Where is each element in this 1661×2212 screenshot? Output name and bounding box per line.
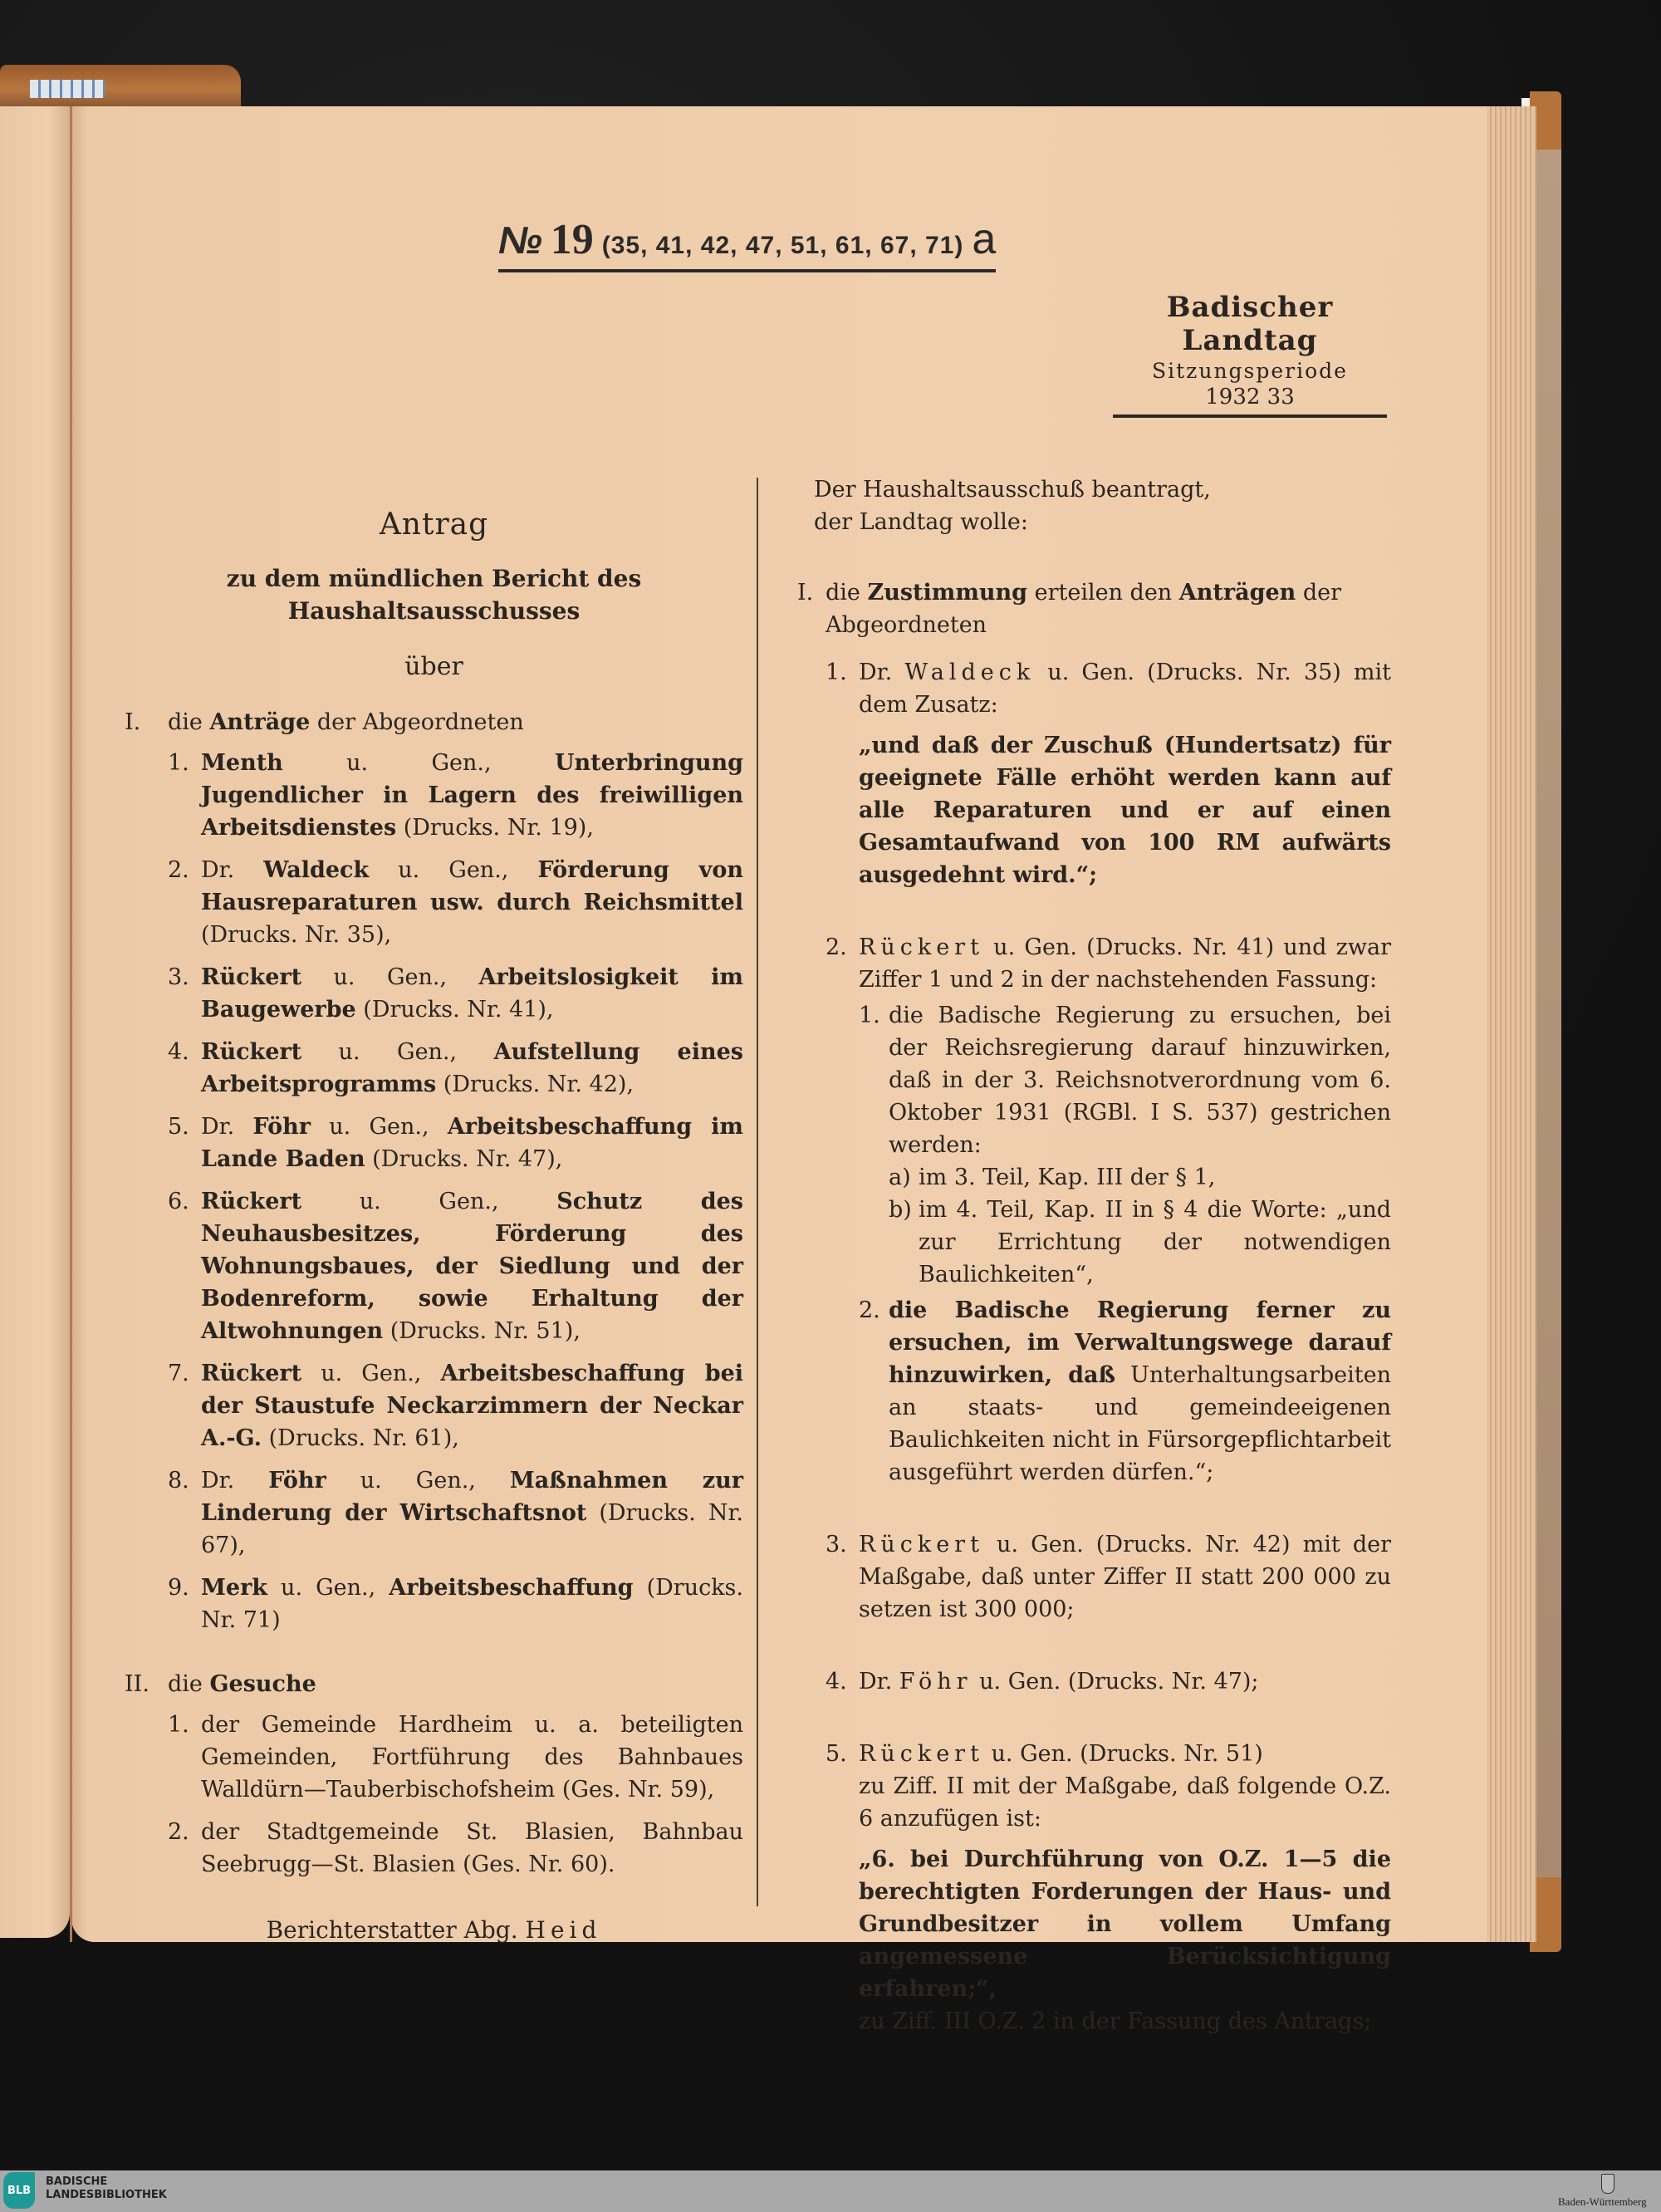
document-number-refs: (35, 41, 42, 47, 51, 61, 67, 71) — [601, 232, 964, 259]
sub-sub-item-number: a) — [889, 1165, 911, 1190]
item-prefix: Dr. — [201, 1468, 269, 1493]
item-number: 1. — [168, 1712, 189, 1738]
section-number: II. — [125, 1671, 149, 1697]
sub-sub-item-number: b) — [889, 1197, 912, 1223]
item-number: 2. — [168, 857, 189, 883]
item-number: 1. — [168, 750, 189, 776]
member-name: Rückert — [859, 1532, 984, 1557]
motion-item — [168, 1111, 743, 1175]
document-number-main: 19 — [550, 216, 594, 263]
resolution-section-1 — [797, 576, 1391, 641]
item-quote: „6. bei Durchführung von O.Z. 1—5 die berechtigten Forderungen der Haus- und Grundbesitzer in vollem Umfang angemessene Berücksichtigung erfahren;“, — [859, 1847, 1391, 2002]
rapporteur-name: Heid — [525, 1916, 602, 1944]
resolution-item-2 — [826, 931, 1391, 1489]
sub-sub-item — [889, 1194, 1391, 1291]
item-reference: (Drucks. Nr. 19), — [396, 815, 594, 841]
member-name: Rückert — [201, 1361, 302, 1386]
resolution-item-4 — [826, 1665, 1391, 1698]
item-text: zu Ziff. II mit der Maßgabe, daß folgende O.Z. 6 anzufügen ist: — [859, 1773, 1391, 1832]
section-keyword: Anträgen — [1178, 580, 1296, 606]
item-text: der Stadtgemeinde St. Blasien, Bahnbau Seebrugg—St. Blasien (Ges. Nr. 60). — [201, 1819, 743, 1877]
item-text: u. Gen. (Drucks. Nr. 41) und zwar Ziffer 1 und 2 in der nachstehenden Fassung: — [859, 934, 1391, 993]
item-text: zu Ziff. III O.Z. 2 in der Fassung des Antrags; — [859, 2008, 1372, 2034]
item-number: 1. — [826, 660, 847, 685]
motion-item — [168, 747, 743, 844]
section-text: die — [168, 1671, 210, 1697]
section-text: der Abgeordneten — [826, 580, 1342, 638]
left-column — [125, 498, 743, 1946]
section-number: I. — [797, 580, 814, 606]
sub-item — [859, 999, 1391, 1291]
item-connector: u. Gen., — [267, 1575, 390, 1601]
motion-title: Schutz des Neuhausbesitzes, Förderung des Wohnungsbaues, der Siedlung und der Bodenreform, sowie Erhaltung der Altwohnungen — [201, 1189, 743, 1344]
motion-ueber: über — [404, 652, 463, 681]
motion-title: Antrag — [379, 508, 489, 542]
motion-title: Arbeitslosigkeit im Baugewerbe — [201, 964, 743, 1023]
item-text: der Gemeinde Hardheim u. a. beteiligten Gemeinden, Fortführung des Bahnbaues Walldürn—Tauberbischofsheim (Ges. Nr. 59), — [201, 1712, 743, 1802]
item-number: 5. — [168, 1114, 189, 1140]
sub-item-number: 1. — [859, 1003, 880, 1028]
item-prefix: Dr. — [201, 857, 264, 883]
motion-title: Aufstellung eines Arbeitsprogramms — [201, 1039, 743, 1097]
intro-line-2: der Landtag wolle: — [814, 509, 1028, 535]
motion-title: Arbeitsbeschaffung im Lande Baden — [201, 1114, 743, 1172]
section-text: die — [826, 580, 868, 606]
session-year: 1932 33 — [1113, 385, 1387, 418]
item-reference: (Drucks. Nr. 41), — [355, 997, 554, 1023]
item-connector: u. Gen., — [301, 1361, 441, 1386]
committee-intro — [814, 473, 1391, 538]
motion-item — [168, 854, 743, 951]
item-prefix: Dr. — [859, 1669, 899, 1695]
section-keyword: Gesuche — [209, 1671, 316, 1697]
item-reference: (Drucks. Nr. 61), — [262, 1425, 459, 1451]
motion-item — [168, 1036, 743, 1101]
member-name: Föhr — [252, 1114, 311, 1140]
item-connector: u. Gen., — [310, 1114, 448, 1140]
sub-item-bold-text: die Badische Regierung ferner zu ersuchen, im Verwaltungswege darauf hinzuwirken, daß — [889, 1297, 1391, 1388]
right-column — [797, 473, 1391, 2049]
item-text: u. Gen. (Drucks. Nr. 42) mit der Maßgabe, daß unter Ziffer II statt 200 000 zu setzen ist 300 000; — [859, 1532, 1391, 1622]
item-prefix: Dr. — [201, 1114, 253, 1140]
item-text: u. Gen. (Drucks. Nr. 47); — [972, 1669, 1259, 1695]
member-name: Rückert — [201, 1039, 302, 1065]
item-number: 7. — [168, 1361, 189, 1386]
item-connector: u. Gen., — [301, 964, 479, 990]
document-number — [498, 214, 996, 272]
motion-item — [168, 1185, 743, 1347]
blb-name-line-1: BADISCHE — [46, 2175, 108, 2188]
section-number: I. — [125, 709, 141, 735]
item-reference: (Drucks. Nr. 71) — [201, 1575, 743, 1633]
member-name: Rückert — [859, 934, 984, 960]
item-number: 4. — [168, 1039, 189, 1065]
item-reference: (Drucks. Nr. 42), — [436, 1072, 634, 1097]
item-number: 3. — [168, 964, 189, 990]
item-number: 6. — [168, 1189, 189, 1214]
motion-title: Maßnahmen zur Linderung der Wirtschaftsnot — [201, 1468, 743, 1526]
sub-item-number: 2. — [859, 1297, 880, 1323]
sub-item-text: die Badische Regierung zu ersuchen, bei der Reichsregierung darauf hinzuwirken, daß in der 3. Reichsnotverordnung vom 6. Oktober 1931 (RGBl. I S. 537) gestrichen werden: — [889, 1003, 1391, 1158]
section-keyword: Anträge — [209, 709, 311, 735]
section-keyword: Zustimmung — [867, 580, 1028, 606]
session-label: Sitzungsperiode — [1152, 359, 1348, 383]
coat-of-arms-icon — [1601, 2174, 1614, 2194]
column-divider — [757, 478, 758, 1906]
item-connector: u. Gen., — [301, 1189, 557, 1214]
member-name: Merk — [201, 1575, 267, 1601]
item-reference: (Drucks. Nr. 67), — [201, 1500, 743, 1558]
item-number: 4. — [826, 1669, 847, 1695]
member-name: Föhr — [899, 1669, 973, 1695]
blb-name[interactable] — [46, 2175, 167, 2202]
sub-item-text: Unterhaltungsarbeiten an staats- und gemeindeeigenen Baulichkeiten nicht in Fürsorgepflichtarbeit ausgeführt werden dürfen.“; — [889, 1362, 1391, 1485]
resolution-item-3 — [826, 1528, 1391, 1626]
page-stack-edges — [1487, 106, 1536, 1942]
member-name: Waldeck — [904, 660, 1036, 685]
sub-item — [859, 1294, 1391, 1489]
document-number-suffix: a — [972, 215, 997, 263]
book-gutter — [70, 106, 72, 1942]
item-number: 9. — [168, 1575, 189, 1601]
member-name: Menth — [201, 750, 283, 776]
motion-item — [168, 1357, 743, 1454]
sub-sub-item — [889, 1161, 1391, 1194]
resolution-item-1 — [826, 656, 1391, 891]
motion-title: Arbeitsbeschaffung bei der Staustufe Neckarzimmern der Neckar A.-G. — [201, 1361, 744, 1451]
numero-sign: № — [498, 218, 542, 262]
petition-item — [168, 1816, 743, 1881]
item-number: 8. — [168, 1468, 189, 1493]
item-number: 2. — [168, 1819, 189, 1845]
item-connector: u. Gen., — [326, 1468, 510, 1493]
book-headband — [30, 80, 105, 98]
section-text: die — [168, 709, 210, 735]
item-reference: (Drucks. Nr. 51), — [383, 1318, 581, 1344]
member-name: Rückert — [859, 1741, 984, 1767]
member-name: Rückert — [201, 964, 302, 990]
item-text: u. Gen. (Drucks. Nr. 51) — [983, 1741, 1263, 1767]
item-reference: (Drucks. Nr. 47), — [365, 1146, 563, 1172]
item-quote: „und daß der Zuschuß (Hundertsatz) für geeignete Fälle erhöht werden kann auf alle Reparaturen und er auf einen Gesamtaufwand von 100 RM aufwärts ausgedehnt wird.“; — [859, 733, 1391, 888]
sub-sub-item-text: im 4. Teil, Kap. II in § 4 die Worte: „und zur Errichtung der notwendigen Baulichkeiten“, — [919, 1197, 1391, 1287]
resolution-item-5 — [826, 1738, 1391, 2038]
sub-sub-item-text: im 3. Teil, Kap. III der § 1, — [919, 1165, 1216, 1190]
item-connector: u. Gen., — [282, 750, 555, 776]
section-text: erteilen den — [1027, 580, 1179, 606]
motion-subtitle: zu dem mündlichen Bericht des Haushaltsausschusses — [226, 565, 642, 625]
member-name: Rückert — [201, 1189, 302, 1214]
rapporteur-label: Berichterstatter Abg. — [266, 1916, 526, 1944]
item-number: 2. — [826, 934, 847, 960]
rapporteur-line — [125, 1914, 743, 1946]
petition-item — [168, 1709, 743, 1806]
baden-wuerttemberg-label[interactable]: Baden-Württemberg — [1558, 2195, 1647, 2208]
item-number: 5. — [826, 1741, 847, 1767]
blb-logo-icon[interactable]: BLB — [3, 2172, 35, 2209]
library-footer — [0, 2170, 1661, 2212]
left-page-edge — [0, 106, 70, 1938]
item-text: u. Gen. (Drucks. Nr. 35) mit dem Zusatz: — [859, 660, 1391, 718]
item-number: 3. — [826, 1532, 847, 1557]
item-prefix: Dr. — [859, 660, 905, 685]
motion-item — [168, 1572, 743, 1636]
section-heading-1 — [125, 706, 743, 738]
motion-item — [168, 1464, 743, 1562]
member-name: Föhr — [268, 1468, 326, 1493]
motion-title: Förderung von Hausreparaturen usw. durch Reichsmittel — [201, 857, 743, 915]
parliament-name: Badischer Landtag — [1166, 291, 1334, 357]
motion-title: Arbeitsbeschaffung — [389, 1575, 634, 1601]
section-text: der Abgeordneten — [310, 709, 524, 735]
section-heading-2 — [125, 1668, 743, 1700]
item-reference: (Drucks. Nr. 35), — [201, 922, 392, 948]
member-name: Waldeck — [263, 857, 370, 883]
motion-title: Unterbringung Jugendlicher in Lagern des freiwilligen Arbeitsdienstes — [201, 750, 743, 841]
blb-name-line-2: LANDESBIBLIOTHEK — [46, 2189, 167, 2201]
motion-item — [168, 961, 743, 1026]
parliament-header — [1113, 291, 1387, 418]
intro-line-1: Der Haushaltsausschuß beantragt, — [814, 477, 1211, 503]
item-connector: u. Gen., — [301, 1039, 494, 1065]
item-connector: u. Gen., — [369, 857, 538, 883]
